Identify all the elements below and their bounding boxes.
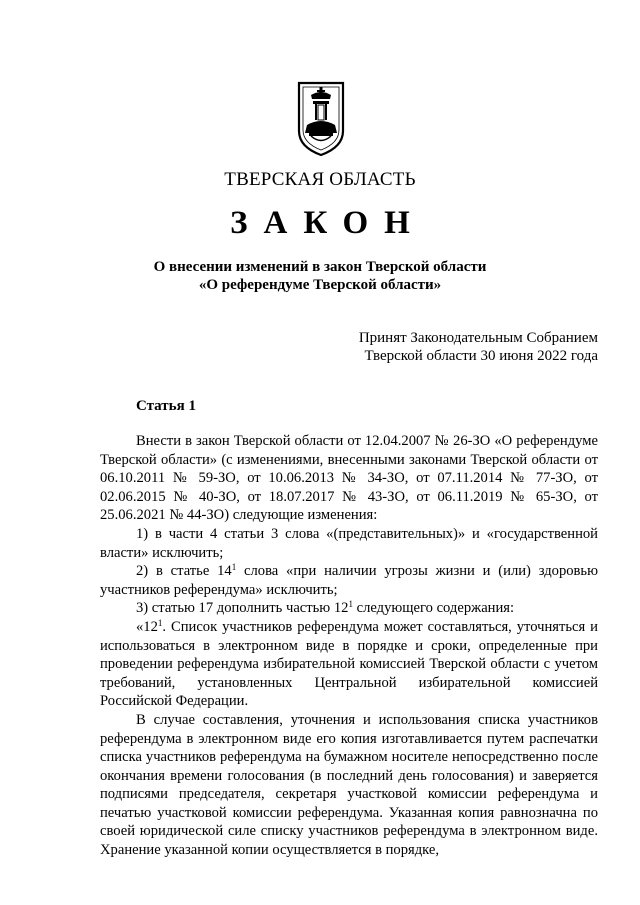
- item-3-text-b: следующего содержания:: [352, 600, 515, 617]
- adoption-line-2: Тверской области 30 июня 2022 года: [364, 348, 598, 364]
- article-item-3: [100, 599, 598, 618]
- item-3-text-a: 3) статью 17 дополнить частью 12: [136, 600, 349, 617]
- document-type: ЗАКОН: [230, 205, 426, 241]
- law-title-line-1: О внесении изменений в закон Тверской области: [153, 259, 487, 275]
- law-title-line-2: «О референдуме Тверской области»: [198, 277, 442, 293]
- article-body: [100, 432, 598, 860]
- article-item-2: [100, 562, 598, 599]
- article-heading: Статья 1: [136, 398, 196, 414]
- adoption-line-1: Принят Законодательным Собранием: [358, 330, 598, 346]
- quote-text-b: . Список участников референдума может составляться, уточняться и использоваться в электронном виде в порядке и сроки, определенные при проведении референдума избирательной комиссией Тверской области с учетом требований, установленных Центральной избирательной комиссией Российской Федерации.: [100, 618, 598, 710]
- adoption-note: [359, 329, 598, 365]
- law-title: [0, 258, 640, 294]
- article-intro: Внести в закон Тверской области от 12.04.2007 № 26-ЗО «О референдуме Тверской области» (с изменениями, внесенными законами Тверской области от 06.10.2011 № 59-ЗО, от 10.06.2013 № 34-ЗО, от 07.11.2014 № 77-ЗО, от 02.06.2015 № 40-ЗО, от 18.07.2017 № 43-ЗО, от 06.11.2019 № 65-ЗО, от 25.06.2021 № 44-ЗО) следующие изменения:: [100, 433, 598, 524]
- item-2-text-b: слова «при наличии угрозы жизни и (или) здоровью участников референдума» исключить;: [100, 563, 598, 598]
- quote-text-a: «12: [136, 618, 158, 635]
- coat-of-arms-emblem: [297, 81, 345, 157]
- quoted-paragraph-2: В случае составления, уточнения и использования списка участников референдума в электронном виде его копия изготавливается путем распечатки списка участников референдума на бумажном носителе непосредственно после окончания времени голосования (в последний день голосования) и заверяется подписями председателя, секретаря участковой комиссии референдума и печатью участковой комиссии референдума. Указанная копия равнозначна по своей юридической силе списку участников референдума в электронном виде. Хранение указанной копии осуществляется в порядке,: [100, 711, 598, 859]
- item-2-superscript: 1: [231, 562, 237, 573]
- item-3-superscript: 1: [348, 599, 353, 610]
- quote-superscript: 1: [157, 617, 163, 628]
- quoted-part-12-1: [100, 618, 598, 711]
- item-2-text-a: 2) в статье 14: [136, 563, 232, 580]
- article-item-1: 1) в части 4 статьи 3 слова «(представительных)» и «государственной власти» исключить;: [100, 525, 598, 561]
- region-name: ТВЕРСКАЯ ОБЛАСТЬ: [224, 169, 416, 190]
